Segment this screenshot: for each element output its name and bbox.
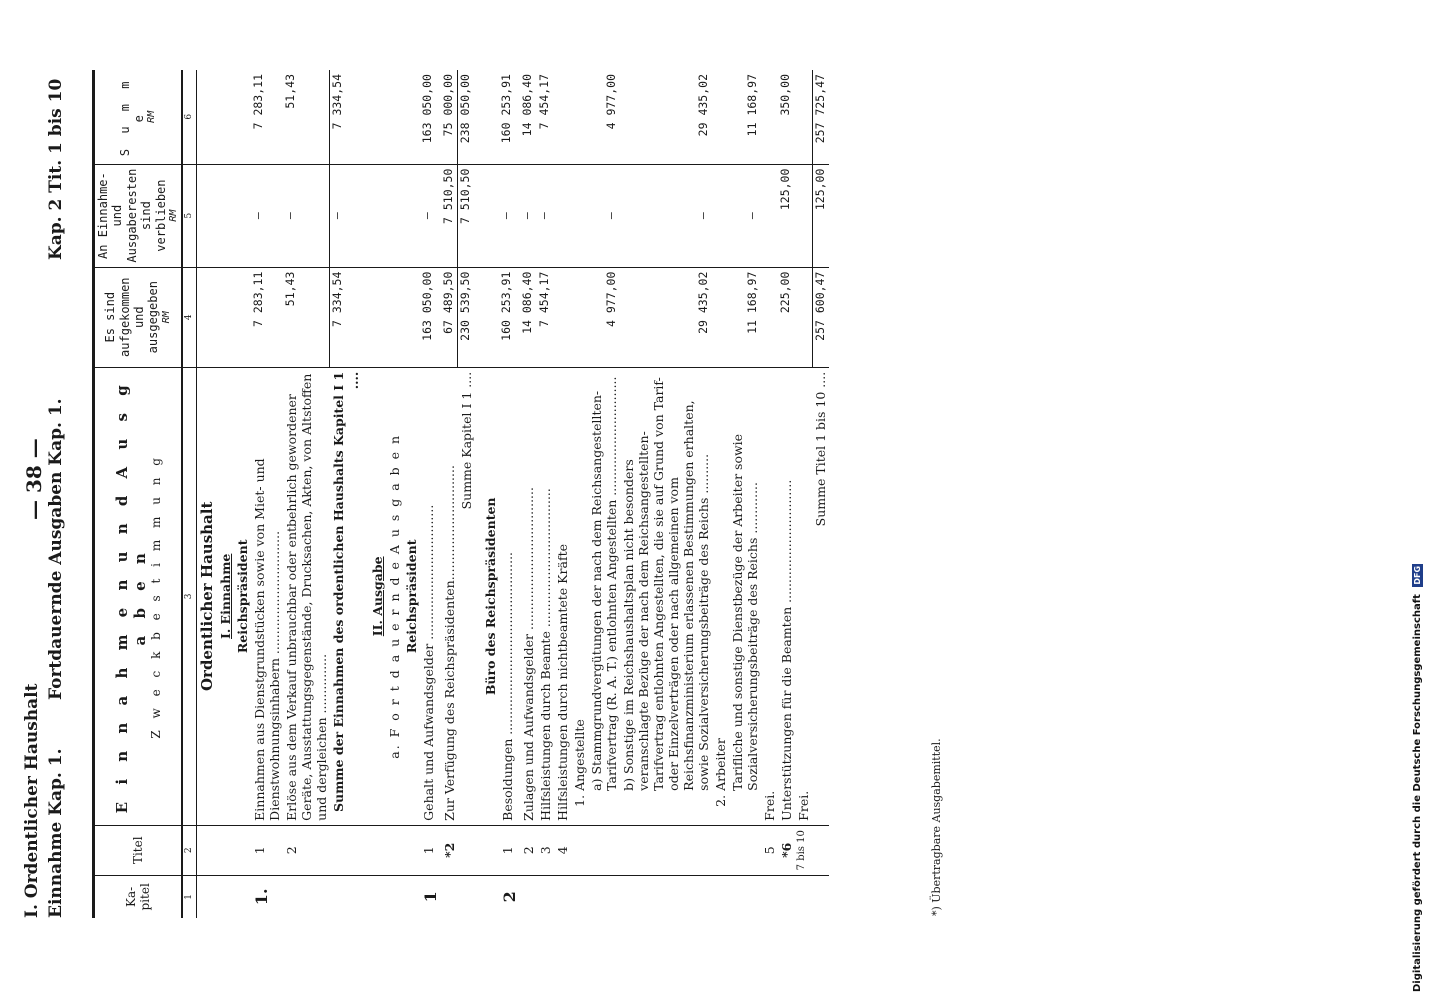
value-verblieben: 7 510,50 <box>458 164 475 267</box>
titel-number: 7 bis 10 <box>795 825 812 875</box>
section-heading-row <box>234 70 251 918</box>
row-description: a) Stammgrundvergütungen der nach dem Reichsangestellten-Tarifvertrag (R. A. T.) entlohnten Angestellten .............................. <box>588 367 620 825</box>
section-ausgabe: II. Ausgabe <box>362 367 386 825</box>
table-row <box>795 70 812 918</box>
value-summe: 7 334,54 <box>330 70 362 164</box>
row-description: Erlöse aus dem Verkauf unbrauchbar oder entbehrlich gewordener Geräte, Ausstattungsgegenstände, Drucksachen, Akten, von Altstoffen und dergleichen ............... <box>283 367 330 825</box>
value-summe: 14 086,40 <box>520 70 537 164</box>
table-row <box>761 70 778 918</box>
table-row <box>420 70 441 918</box>
section-heading-row <box>475 70 499 918</box>
value-summe: 160 253,91 <box>499 70 520 164</box>
value-verblieben: — <box>283 164 330 267</box>
table-row <box>588 70 620 918</box>
ledger-table <box>92 70 829 918</box>
column-index: 2 <box>182 825 196 875</box>
col-titel: Titel <box>94 825 182 875</box>
value-verblieben: — <box>520 164 537 267</box>
value-aufgekommen: 7 454,17 <box>537 267 554 367</box>
row-description: Einnahmen aus Dienstgrundstücken sowie von Miet- und Dienstwohnungsinhabern ............................... <box>251 367 283 825</box>
kapitel-number: 1. <box>251 888 271 906</box>
value-aufgekommen: 230 539,50 <box>458 267 475 367</box>
value-verblieben: — <box>420 164 441 267</box>
row-description: Unterstützungen für die Beamten ............................... <box>778 367 795 825</box>
value-aufgekommen: 29 435,02 <box>620 267 712 367</box>
table-row <box>571 70 588 918</box>
table-row <box>554 70 571 918</box>
table-row <box>712 70 729 918</box>
table-row <box>251 70 283 918</box>
table-row <box>520 70 537 918</box>
column-index-row <box>182 70 196 918</box>
titel-number: *6 <box>778 825 795 875</box>
value-summe: 51,43 <box>283 70 330 164</box>
value-summe: 238 050,00 <box>458 70 475 164</box>
column-index: 3 <box>182 367 196 825</box>
page-number: — 38 — <box>22 438 46 520</box>
row-description: b) Sonstige im Reichshaushaltsplan nicht besonders veranschlagte Bezüge der nach dem Reichsangestellten-Tarifvertrag entlohnten Angestellten, die sie auf Grund von Tarif- oder Einzelverträgen oder nach allgemeinen vom Reichsfinanzministerium erlassenen Bestimmungen erhalten, sowie Sozialversicherungsbeiträge des Reichs .......... <box>620 367 712 825</box>
column-index: 5 <box>182 164 196 267</box>
header-left-line1: I. Ordentlicher Haushalt <box>22 683 42 918</box>
column-index: 6 <box>182 70 196 164</box>
value-summe: 163 050,00 <box>420 70 441 164</box>
value-summe: 350,00 <box>778 70 795 164</box>
value-aufgekommen: 14 086,40 <box>520 267 537 367</box>
header-center-line2: Fortdauernde Ausgaben Kap. 1. <box>46 398 66 700</box>
value-verblieben: — <box>499 164 520 267</box>
value-verblieben: — <box>588 164 620 267</box>
value-summe: 11 168,97 <box>729 70 761 164</box>
column-index: 4 <box>182 267 196 367</box>
sum-row <box>330 70 362 918</box>
row-description: Frei. <box>761 367 778 825</box>
section-heading-row <box>403 70 420 918</box>
row-description: Zulagen und Aufwandsgelder .................................... <box>520 367 537 825</box>
titel-number: 2 <box>520 825 537 875</box>
titel-number: 4 <box>554 825 571 875</box>
sum-description: Summe Kapitel I 1 .... <box>458 367 475 825</box>
titel-number: *2 <box>441 825 458 875</box>
kapitel-number: 1 <box>420 891 440 903</box>
digitization-notice <box>1412 564 1423 992</box>
col-summe-label: S u m m e <box>117 77 146 157</box>
col-aufgekommen-label: Es sind aufgekommen und ausgegeben <box>103 277 161 357</box>
col-zweckbestimmung: Z w e c k b e s t i m m u n g <box>148 454 163 739</box>
section-heading-row <box>362 70 386 918</box>
titel-number: 5 <box>761 825 778 875</box>
row-subheading: 2. Arbeiter <box>712 367 729 825</box>
titel-number: 1 <box>251 825 283 875</box>
value-summe: 29 435,02 <box>620 70 712 164</box>
section-fortdauernde-ausgaben: a. F o r t d a u e r n d e A u s g a b e n <box>386 367 403 825</box>
table-row <box>499 70 520 918</box>
value-summe: 7 283,11 <box>251 70 283 164</box>
row-description: Besoldungen .............................................. <box>499 367 520 825</box>
value-verblieben: — <box>620 164 712 267</box>
section-reichspraesident-ausgabe: Reichspräsident <box>403 367 420 825</box>
value-aufgekommen: 11 168,97 <box>729 267 761 367</box>
col-description <box>94 367 182 825</box>
value-summe: 4 977,00 <box>588 70 620 164</box>
titel-number: 1 <box>420 825 441 875</box>
header-left-line2: Einnahme Kap. 1. <box>46 748 66 918</box>
value-aufgekommen: 7 283,11 <box>251 267 283 367</box>
value-aufgekommen: 225,00 <box>778 267 795 367</box>
section-buero: Büro des Reichspräsidenten <box>475 367 499 825</box>
dfg-logo: DFG <box>1413 565 1422 585</box>
col-kapitel: Ka-pitel <box>94 875 182 918</box>
value-aufgekommen: 160 253,91 <box>499 267 520 367</box>
section-heading-row <box>217 70 234 918</box>
value-aufgekommen: 67 489,50 <box>441 267 458 367</box>
value-verblieben: — <box>729 164 761 267</box>
value-aufgekommen: 163 050,00 <box>420 267 441 367</box>
value-verblieben: — <box>251 164 283 267</box>
col-summe-unit: RM <box>146 110 158 123</box>
value-verblieben: 7 510,50 <box>441 164 458 267</box>
table-row <box>778 70 795 918</box>
table-row <box>283 70 330 918</box>
sum-row <box>458 70 475 918</box>
section-einnahme: I. Einnahme <box>217 367 234 825</box>
value-summe: 75 000,00 <box>441 70 458 164</box>
sum-row <box>812 70 829 918</box>
value-verblieben: 125,00 <box>778 164 795 267</box>
value-verblieben: 125,00 <box>812 164 829 267</box>
col-einnahmen-ausgaben: E i n n a h m e n u n d A u s g a b e n <box>112 379 149 814</box>
value-verblieben: — <box>537 164 554 267</box>
value-aufgekommen: 257 600,47 <box>812 267 829 367</box>
col-summe <box>94 70 182 164</box>
col-verblieben-unit: RM <box>167 209 179 222</box>
row-description: Zur Verfügung des Reichspräsidenten............................. <box>441 367 458 825</box>
row-description: Frei. <box>795 367 812 825</box>
col-aufgekommen-unit: RM <box>160 311 172 324</box>
value-aufgekommen: 4 977,00 <box>588 267 620 367</box>
value-verblieben: — <box>330 164 362 267</box>
footnote: *) Übertragbare Ausgabemittel. <box>930 738 943 916</box>
section-reichspraesident: Reichspräsident <box>234 367 251 825</box>
col-verblieben-label: An Einnahme- und Ausgaberesten sind verblieben <box>96 168 168 263</box>
sum-description: Summe Titel 1 bis 10 .... <box>812 367 829 825</box>
col-verblieben <box>94 164 182 267</box>
digitization-notice-text: Digitalisierung gefördert durch die Deutsche Forschungsgemeinschaft <box>1412 594 1423 992</box>
row-subheading: 1. Angestellte <box>571 367 588 825</box>
value-aufgekommen: 7 334,54 <box>330 267 362 367</box>
row-description: Hilfsleistungen durch Beamte ................................... <box>537 367 554 825</box>
table-row <box>729 70 761 918</box>
row-description: Hilfsleistungen durch nichtbeamtete Kräfte <box>554 367 571 825</box>
titel-number: 1 <box>499 825 520 875</box>
section-heading-row <box>386 70 403 918</box>
section-heading-row <box>196 70 217 918</box>
titel-number: 3 <box>537 825 554 875</box>
section-ordentlicher-haushalt: Ordentlicher Haushalt <box>196 367 217 825</box>
table-row <box>537 70 554 918</box>
col-aufgekommen <box>94 267 182 367</box>
column-index: 1 <box>182 875 196 918</box>
table-row <box>441 70 458 918</box>
header-right-line2: Kap. 2 Tit. 1 bis 10 <box>46 78 66 260</box>
kapitel-number: 2 <box>499 891 519 903</box>
value-aufgekommen: 51,43 <box>283 267 330 367</box>
row-description: Tarifliche und sonstige Dienstbezüge der Arbeiter sowie Sozialversicherungsbeiträge des Reichs ............. <box>729 367 761 825</box>
table-row <box>620 70 712 918</box>
row-description: Gehalt und Aufwandsgelder .................................. <box>420 367 441 825</box>
sum-description: Summe der Einnahmen des ordentlichen Haushalts Kapitel I 1 .... <box>330 367 362 825</box>
value-summe: 7 454,17 <box>537 70 554 164</box>
value-summe: 257 725,47 <box>812 70 829 164</box>
titel-number: 2 <box>283 825 330 875</box>
